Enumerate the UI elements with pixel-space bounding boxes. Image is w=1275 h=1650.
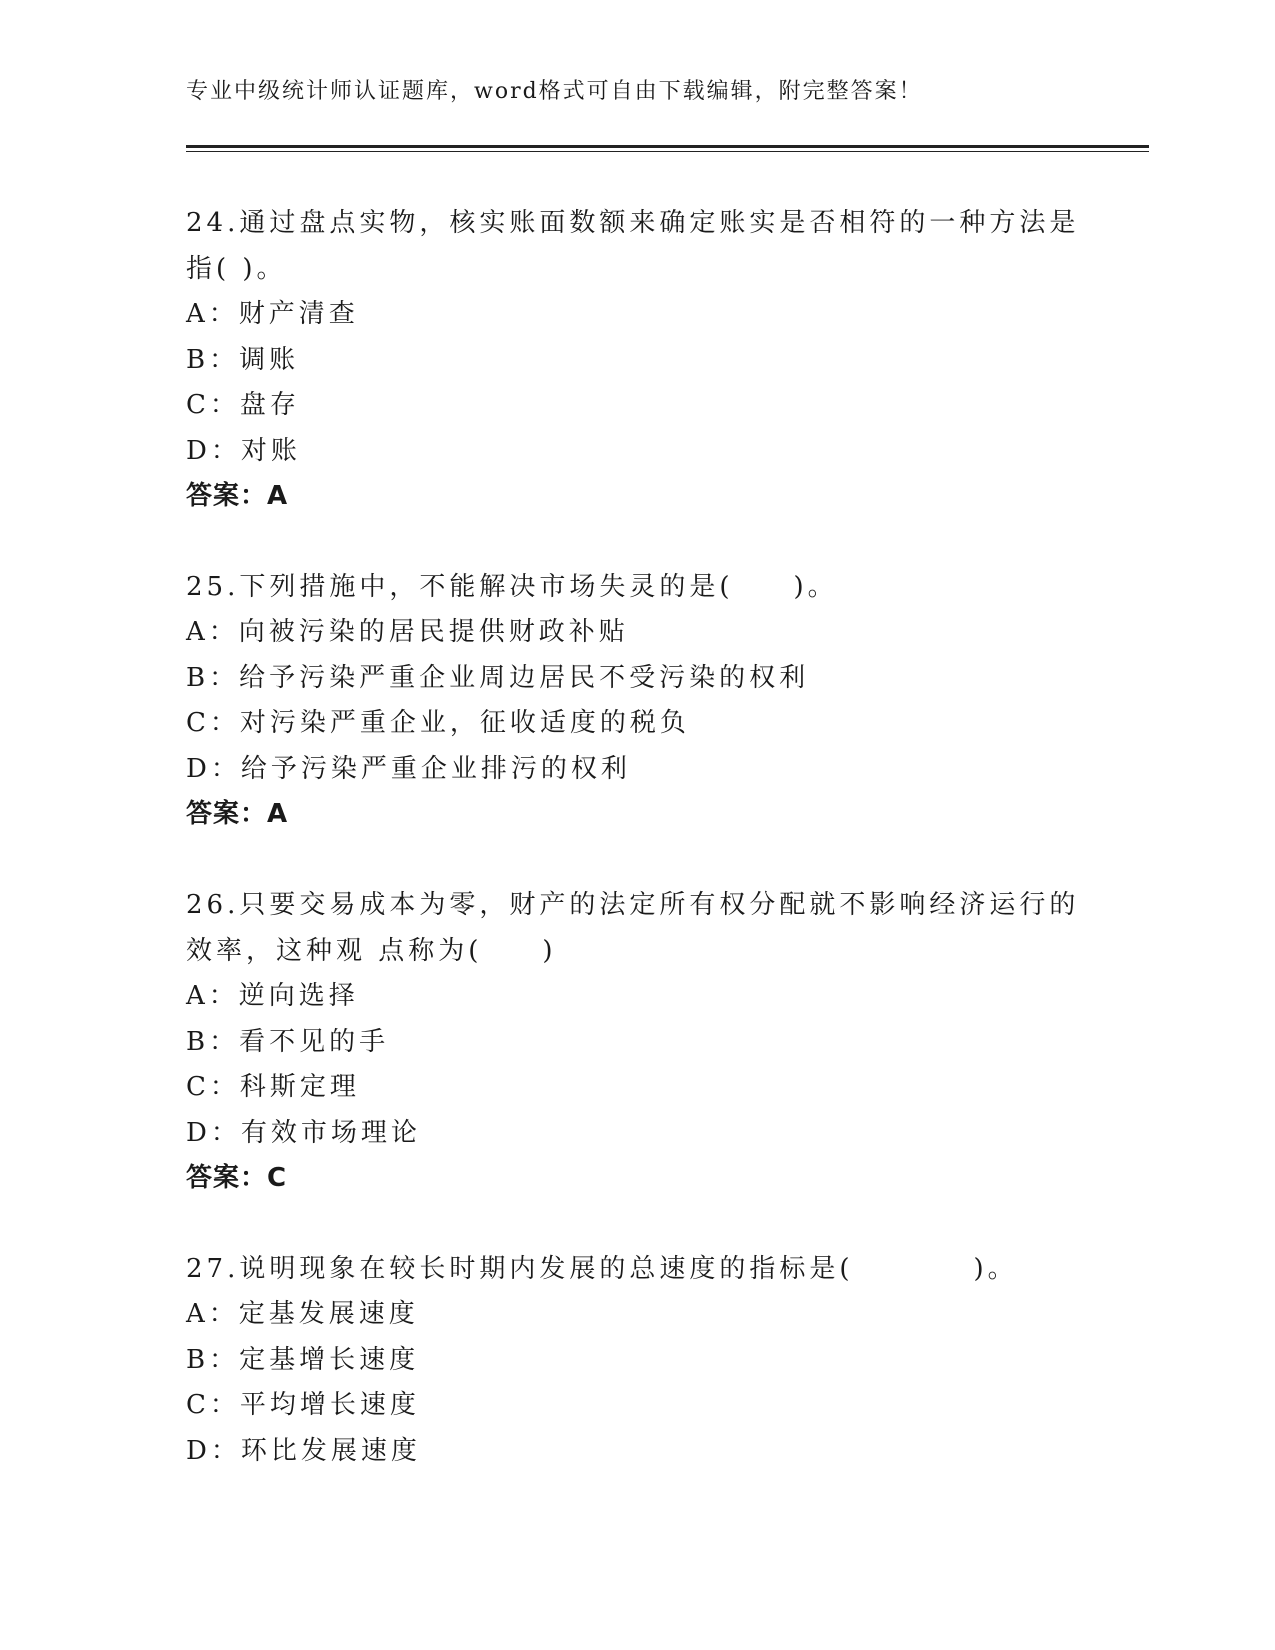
option-label: B： xyxy=(186,662,240,693)
option-a xyxy=(186,610,1086,656)
question-stem: 25.下列措施中，不能解决市场失灵的是( )。 xyxy=(186,572,838,602)
answer: 答案：A xyxy=(186,481,289,511)
answer: 答案：A xyxy=(186,799,289,829)
option-b xyxy=(186,338,1086,384)
question-24 xyxy=(186,200,1086,519)
question-stem: 26.只要交易成本为零，财产的法定所有权分配就不影响经济运行的效率，这种观 点称为( ) xyxy=(186,890,1080,966)
option-label: D： xyxy=(186,753,241,784)
option-text: 环比发展速度 xyxy=(240,1435,421,1466)
header-rule-thin xyxy=(186,151,1149,152)
option-text: 盘存 xyxy=(239,390,300,420)
option-text: 定基增长速度 xyxy=(239,1344,420,1375)
question-26 xyxy=(186,882,1086,1201)
option-label: A： xyxy=(186,1299,239,1329)
option-a xyxy=(186,974,1086,1020)
option-a xyxy=(186,292,1086,338)
option-label: A： xyxy=(186,299,239,329)
option-text: 看不见的手 xyxy=(239,1026,390,1057)
option-text: 科斯定理 xyxy=(239,1072,360,1102)
option-label: D： xyxy=(186,1117,241,1148)
option-c xyxy=(186,383,1086,429)
option-a xyxy=(186,1292,1086,1338)
option-label: B： xyxy=(186,344,240,375)
option-text: 调账 xyxy=(239,344,300,375)
option-d xyxy=(186,1429,1086,1475)
option-d xyxy=(186,1111,1086,1157)
option-text: 给予污染严重企业排污的权利 xyxy=(240,753,631,784)
option-d xyxy=(186,429,1086,475)
option-label: C： xyxy=(186,1390,240,1420)
question-stem: 24.通过盘点实物，核实账面数额来确定账实是否相符的一种方法是指( )。 xyxy=(186,208,1080,284)
option-c xyxy=(186,1065,1086,1111)
option-c xyxy=(186,701,1086,747)
option-text: 对账 xyxy=(240,435,301,466)
option-text: 逆向选择 xyxy=(238,981,359,1011)
question-25 xyxy=(186,564,1086,837)
option-text: 对污染严重企业，征收适度的税负 xyxy=(239,708,690,738)
option-b xyxy=(186,656,1086,702)
option-label: C： xyxy=(186,390,240,420)
question-list xyxy=(186,200,1086,1519)
option-d xyxy=(186,747,1086,793)
option-label: A： xyxy=(186,981,239,1011)
option-text: 财产清查 xyxy=(238,299,359,329)
question-27 xyxy=(186,1246,1086,1474)
option-c xyxy=(186,1383,1086,1429)
option-b xyxy=(186,1020,1086,1066)
option-label: A： xyxy=(186,617,239,647)
option-label: D： xyxy=(186,435,241,466)
option-label: D： xyxy=(186,1435,241,1466)
document-header: 专业中级统计师认证题库，word格式可自由下载编辑，附完整答案！ xyxy=(186,79,923,104)
option-text: 有效市场理论 xyxy=(240,1117,421,1148)
option-text: 平均增长速度 xyxy=(239,1390,420,1420)
option-text: 给予污染严重企业周边居民不受污染的权利 xyxy=(239,662,810,693)
option-b xyxy=(186,1338,1086,1384)
option-label: B： xyxy=(186,1344,240,1375)
question-stem: 27.说明现象在较长时期内发展的总速度的指标是( )。 xyxy=(186,1254,1018,1284)
option-label: C： xyxy=(186,708,240,738)
header-rule-thick xyxy=(186,145,1149,148)
option-label: C： xyxy=(186,1072,240,1102)
option-label: B： xyxy=(186,1026,240,1057)
option-text: 定基发展速度 xyxy=(238,1299,419,1329)
answer: 答案：C xyxy=(186,1163,288,1193)
option-text: 向被污染的居民提供财政补贴 xyxy=(238,617,629,647)
